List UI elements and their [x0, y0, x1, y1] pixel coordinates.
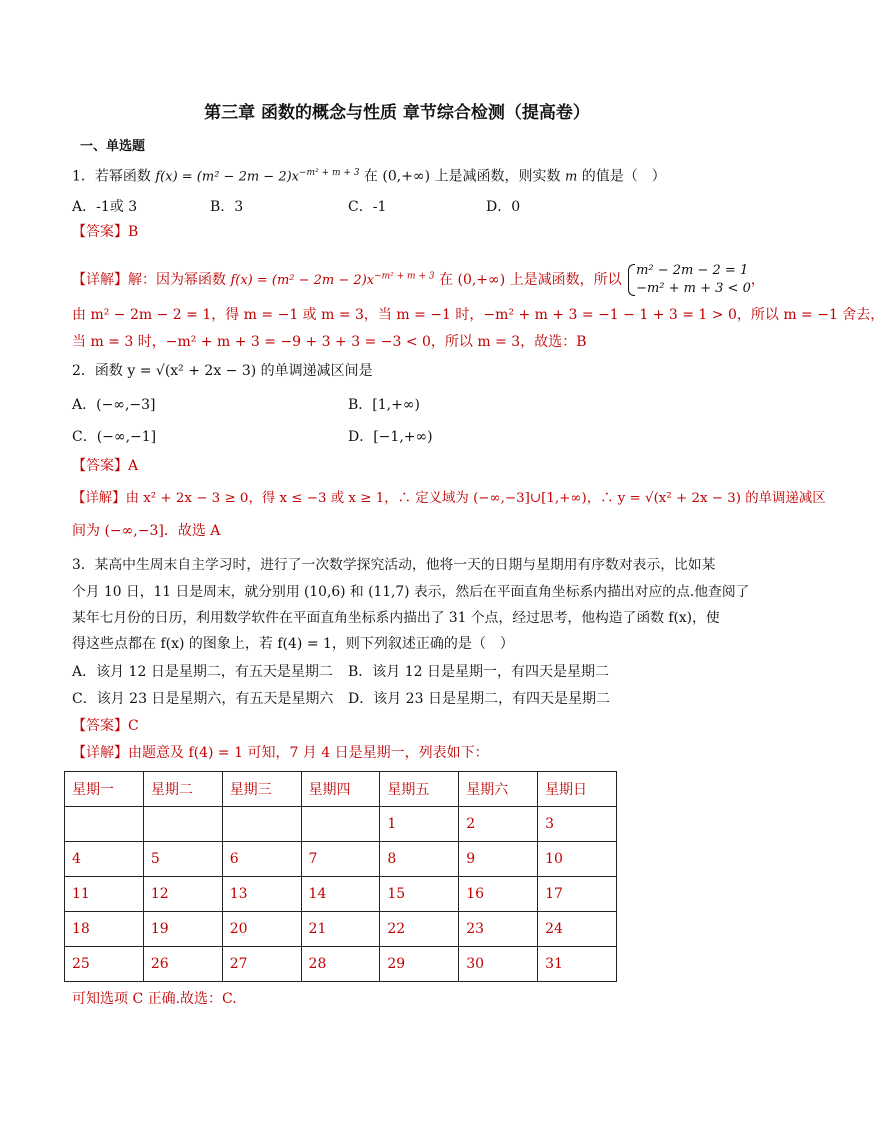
table-cell: 3	[538, 807, 617, 842]
q1-option-c: C．-1	[348, 199, 387, 215]
table-cell: 25	[65, 947, 144, 982]
table-cell: 16	[459, 877, 538, 912]
table-cell: 11	[65, 877, 144, 912]
table-cell: 12	[143, 877, 222, 912]
page-title: 第三章 函数的概念与性质 章节综合检测（提高卷）	[204, 103, 590, 123]
table-cell: 6	[222, 842, 301, 877]
table-cell: 2	[459, 807, 538, 842]
q1-answer: 【答案】B	[72, 224, 139, 240]
q2-option-c: C．(−∞,−1]	[72, 429, 157, 445]
q3-option-c: C．该月 23 日是星期六，有五天是星期六	[72, 691, 334, 707]
table-row	[65, 877, 617, 912]
table-cell: 30	[459, 947, 538, 982]
table-cell: 24	[538, 912, 617, 947]
table-cell: 23	[459, 912, 538, 947]
table-header-cell: 星期五	[380, 772, 459, 807]
table-cell: 1	[380, 807, 459, 842]
table-cell: 29	[380, 947, 459, 982]
table-header-cell: 星期二	[143, 772, 222, 807]
table-header-cell: 星期日	[538, 772, 617, 807]
table-cell	[222, 807, 301, 842]
table-cell: 14	[301, 877, 380, 912]
q3-stem-line3: 某年七月份的日历，利用数学软件在平面直角坐标系内描出了 31 个点，经过思考，他构造了函数 f(x)，使	[72, 610, 720, 626]
table-row	[65, 947, 617, 982]
q2-option-d: D．[−1,+∞)	[348, 429, 433, 445]
table-cell: 21	[301, 912, 380, 947]
table-row	[65, 807, 617, 842]
table-cell: 5	[143, 842, 222, 877]
q3-detail-line1: 【详解】由题意及 f(4) = 1 可知，7 月 4 日是星期一，列表如下：	[72, 745, 489, 761]
q3-answer: 【答案】C	[72, 718, 139, 734]
equation-system: m² − 2m − 2 = 1 −m² + m + 3 < 0	[626, 262, 751, 298]
table-header-cell: 星期三	[222, 772, 301, 807]
table-cell	[65, 807, 144, 842]
q2-option-a: A．(−∞,−3]	[72, 397, 156, 413]
table-cell: 8	[380, 842, 459, 877]
q3-stem-line2: 个月 10 日，11 日是周末，就分别用 (10,6) 和 (11,7) 表示，然后在平面直角坐标系内描出对应的点.他查阅了	[72, 584, 750, 600]
table-cell: 26	[143, 947, 222, 982]
table-cell: 27	[222, 947, 301, 982]
q2-detail-line1: 【详解】由 x² + 2x − 3 ≥ 0，得 x ≤ −3 或 x ≥ 1，∴ 定义域为 (−∞,−3]∪[1,+∞)，∴ y = √(x² + 2x − 3) 的单调递减区	[72, 491, 826, 506]
q3-stem-line1: 3．某高中生周末自主学习时，进行了一次数学探究活动，他将一天的日期与星期用有序数对表示，比如某	[72, 557, 716, 573]
q3-stem-line4: 得这些点都在 f(x) 的图象上，若 f(4) = 1，则下列叙述正确的是（ ）	[72, 636, 514, 652]
table-cell: 4	[65, 842, 144, 877]
table-header-cell: 星期一	[65, 772, 144, 807]
q2-stem: 2．函数 y = √(x² + 2x − 3) 的单调递减区间是	[72, 363, 373, 379]
table-header-cell: 星期四	[301, 772, 380, 807]
q3-option-b: B．该月 12 日是星期一，有四天是星期二	[348, 664, 610, 680]
q3-option-d: D．该月 23 日是星期二，有四天是星期二	[348, 691, 610, 707]
table-cell: 20	[222, 912, 301, 947]
table-cell: 15	[380, 877, 459, 912]
table-cell: 9	[459, 842, 538, 877]
section-heading: 一、单选题	[80, 139, 146, 154]
table-row	[65, 912, 617, 947]
table-cell: 28	[301, 947, 380, 982]
q2-detail-line2: 间为 (−∞,−3]．故选 A	[72, 523, 221, 539]
table-cell: 31	[538, 947, 617, 982]
table-cell: 22	[380, 912, 459, 947]
q3-option-a: A．该月 12 日是星期二，有五天是星期二	[72, 664, 333, 680]
table-header-cell: 星期六	[459, 772, 538, 807]
table-cell: 18	[65, 912, 144, 947]
table-row	[65, 842, 617, 877]
q1-detail-line1: 【详解】解：因为幂函数 $f(x) = (m^2 - 2m - 2)x^{-m^2 + m + 3}$ 在 (0,+∞) 上是减函数，所以 m² − 2m − 2 = 1 −m² + m + 3 < 0 ，	[72, 263, 765, 296]
calendar-table	[64, 771, 617, 982]
table-header-row	[65, 772, 617, 807]
table-cell	[301, 807, 380, 842]
table-cell	[143, 807, 222, 842]
q1-option-b: B．3	[210, 199, 244, 215]
q3-conclusion: 可知选项 C 正确.故选：C.	[72, 991, 237, 1007]
table-cell: 19	[143, 912, 222, 947]
q1-detail-line2: 由 m² − 2m − 2 = 1，得 m = −1 或 m = 3，当 m = −1 时，−m² + m + 3 = −1 − 1 + 3 = 1 > 0，所以 m = −1 舍去，	[72, 307, 884, 323]
table-cell: 7	[301, 842, 380, 877]
q2-answer: 【答案】A	[72, 458, 139, 474]
table-cell: 13	[222, 877, 301, 912]
table-cell: 17	[538, 877, 617, 912]
q1-stem: 1．若幂函数 $f(x) = (m^2 - 2m - 2)x^{-m^2 + m + 3}$ 在 (0,+∞) 上是减函数，则实数 m 的值是（ ）	[72, 168, 666, 185]
q1-option-d: D．0	[486, 199, 521, 215]
q1-option-a: A．-1或 3	[72, 199, 138, 215]
q2-option-b: B．[1,+∞)	[348, 397, 420, 413]
table-cell: 10	[538, 842, 617, 877]
q1-detail-line3: 当 m = 3 时，−m² + m + 3 = −9 + 3 + 3 = −3 < 0，所以 m = 3，故选：B	[72, 334, 587, 350]
